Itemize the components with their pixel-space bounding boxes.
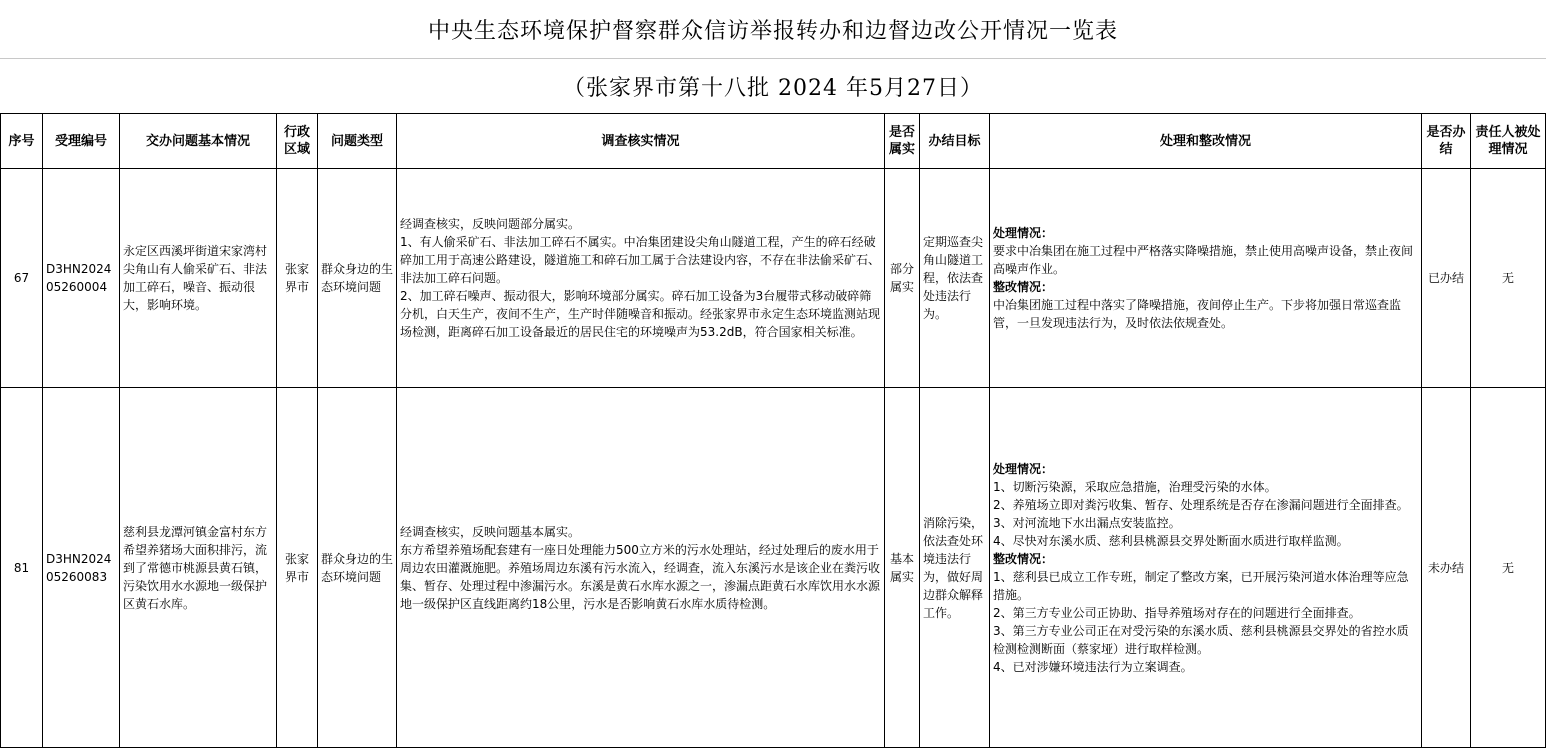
cell-issue: 慈利县龙潭河镇金富村东方希望养猪场大面积排污，流到了常德市桃源县黄石镇，污染饮用水水源地一级保护区黄石水库。 — [120, 388, 277, 748]
subtitle-row — [0, 58, 1546, 114]
header-type: 问题类型 — [318, 114, 397, 169]
handling-line: 2、养殖场立即对粪污收集、暂存、处理系统是否存在渗漏问题进行全面排查。 — [993, 497, 1409, 512]
header-row — [1, 114, 1546, 169]
title-row — [0, 0, 1546, 59]
header-investigation: 调查核实情况 — [397, 114, 885, 169]
page-subtitle: （张家界市第十八批 2024 年5月27日） — [563, 75, 983, 101]
cell-seq: 81 — [1, 388, 43, 748]
cell-done: 未办结 — [1422, 388, 1471, 748]
cell-accountability: 无 — [1471, 169, 1546, 388]
header-seq: 序号 — [1, 114, 43, 169]
cell-true: 基本属实 — [885, 388, 920, 748]
cell-accountability: 无 — [1471, 388, 1546, 748]
handling-line: 3、对河流地下水出漏点安装监控。 — [993, 515, 1181, 530]
page-title: 中央生态环境保护督察群众信访举报转办和边督边改公开情况一览表 — [427, 18, 1118, 44]
handling-line: 1、慈利县已成立工作专班，制定了整改方案，已开展污染河道水体治理等应急措施。 — [993, 569, 1409, 602]
handling-line: 中冶集团施工过程中落实了降噪措施，夜间停止生产。下步将加强日常巡查监管，一旦发现违法行为，及时依法依规查处。 — [993, 298, 1402, 330]
handling-heading: 整改情况： — [993, 551, 1054, 566]
cell-true: 部分属实 — [885, 169, 920, 388]
report-table — [0, 113, 1546, 748]
cell-issue: 永定区西溪坪街道宋家湾村尖角山有人偷采矿石、非法加工碎石，噪音、振动很大，影响环境。 — [120, 169, 277, 388]
header-region: 行政区域 — [277, 114, 318, 169]
header-code: 受理编号 — [43, 114, 120, 169]
table-row — [1, 169, 1546, 388]
handling-heading: 处理情况： — [993, 461, 1054, 476]
header-true: 是否属实 — [885, 114, 920, 169]
cell-seq: 67 — [1, 169, 43, 388]
investigation-line: 1、有人偷采矿石、非法加工碎石不属实。中冶集团建设尖角山隧道工程，产生的碎石经破碎加工用于高速公路建设，隧道施工和碎石加工属于合法建设内容，不存在非法偷采矿石、非法加工碎石问题。 — [400, 235, 881, 285]
header-handling: 处理和整改情况 — [990, 114, 1422, 169]
handling-line: 要求中冶集团在施工过程中严格落实降噪措施，禁止使用高噪声设备，禁止夜间高噪声作业。 — [993, 244, 1414, 276]
cell-investigation — [397, 169, 885, 388]
cell-type: 群众身边的生态环境问题 — [318, 169, 397, 388]
handling-line: 3、第三方专业公司正在对受污染的东溪水质、慈利县桃源县交界处的省控水质检测检测断面（蔡家垭）进行取样检测。 — [993, 623, 1409, 656]
cell-code: D3HN202405260004 — [43, 169, 120, 388]
header-done: 是否办结 — [1422, 114, 1471, 169]
cell-goal: 定期巡查尖角山隧道工程，依法查处违法行为。 — [920, 169, 990, 388]
cell-type: 群众身边的生态环境问题 — [318, 388, 397, 748]
investigation-line: 2、加工碎石噪声、振动很大，影响环境部分属实。碎石加工设备为3台履带式移动破碎筛分机，白天生产，夜间不生产，生产时伴随噪音和振动。经张家界市永定生态环境监测站现场检测，距离碎石加工设备最近的居民住宅的环境噪声为53.2dB，符合国家相关标准。 — [400, 289, 881, 339]
handling-line: 1、切断污染源，采取应急措施，治理受污染的水体。 — [993, 479, 1277, 494]
handling-line: 4、尽快对东溪水质、慈利县桃源县交界处断面水质进行取样监测。 — [993, 533, 1349, 548]
investigation-line: 东方希望养殖场配套建有一座日处理能力500立方米的污水处理站，经过处理后的废水用于周边农田灌溉施肥。养殖场周边东溪有污水流入，经调查，流入东溪污水是该企业在粪污收集、暂存、处理过程中渗漏污水。东溪是黄石水库水源之一，渗漏点距黄石水库饮用水水源地一级保护区直线距离约18公里，污水是否影响黄石水库水质待检测。 — [400, 542, 881, 611]
handling-heading: 处理情况： — [993, 226, 1054, 240]
handling-heading: 整改情况： — [993, 280, 1054, 294]
cell-region: 张家界市 — [277, 169, 318, 388]
cell-region: 张家界市 — [277, 388, 318, 748]
handling-line: 4、已对涉嫌环境违法行为立案调查。 — [993, 659, 1193, 674]
header-issue: 交办问题基本情况 — [120, 114, 277, 169]
header-goal: 办结目标 — [920, 114, 990, 169]
cell-handling — [990, 169, 1422, 388]
investigation-line: 经调查核实，反映问题基本属实。 — [400, 524, 581, 539]
cell-goal: 消除污染，依法查处环境违法行为，做好周边群众解释工作。 — [920, 388, 990, 748]
investigation-line: 经调查核实，反映问题部分属实。 — [400, 217, 581, 231]
header-accountability: 责任人被处理情况 — [1471, 114, 1546, 169]
cell-handling — [990, 388, 1422, 748]
table-row — [1, 388, 1546, 748]
cell-investigation — [397, 388, 885, 748]
handling-line: 2、第三方专业公司正协助、指导养殖场对存在的问题进行全面排查。 — [993, 605, 1361, 620]
cell-code: D3HN202405260083 — [43, 388, 120, 748]
cell-done: 已办结 — [1422, 169, 1471, 388]
